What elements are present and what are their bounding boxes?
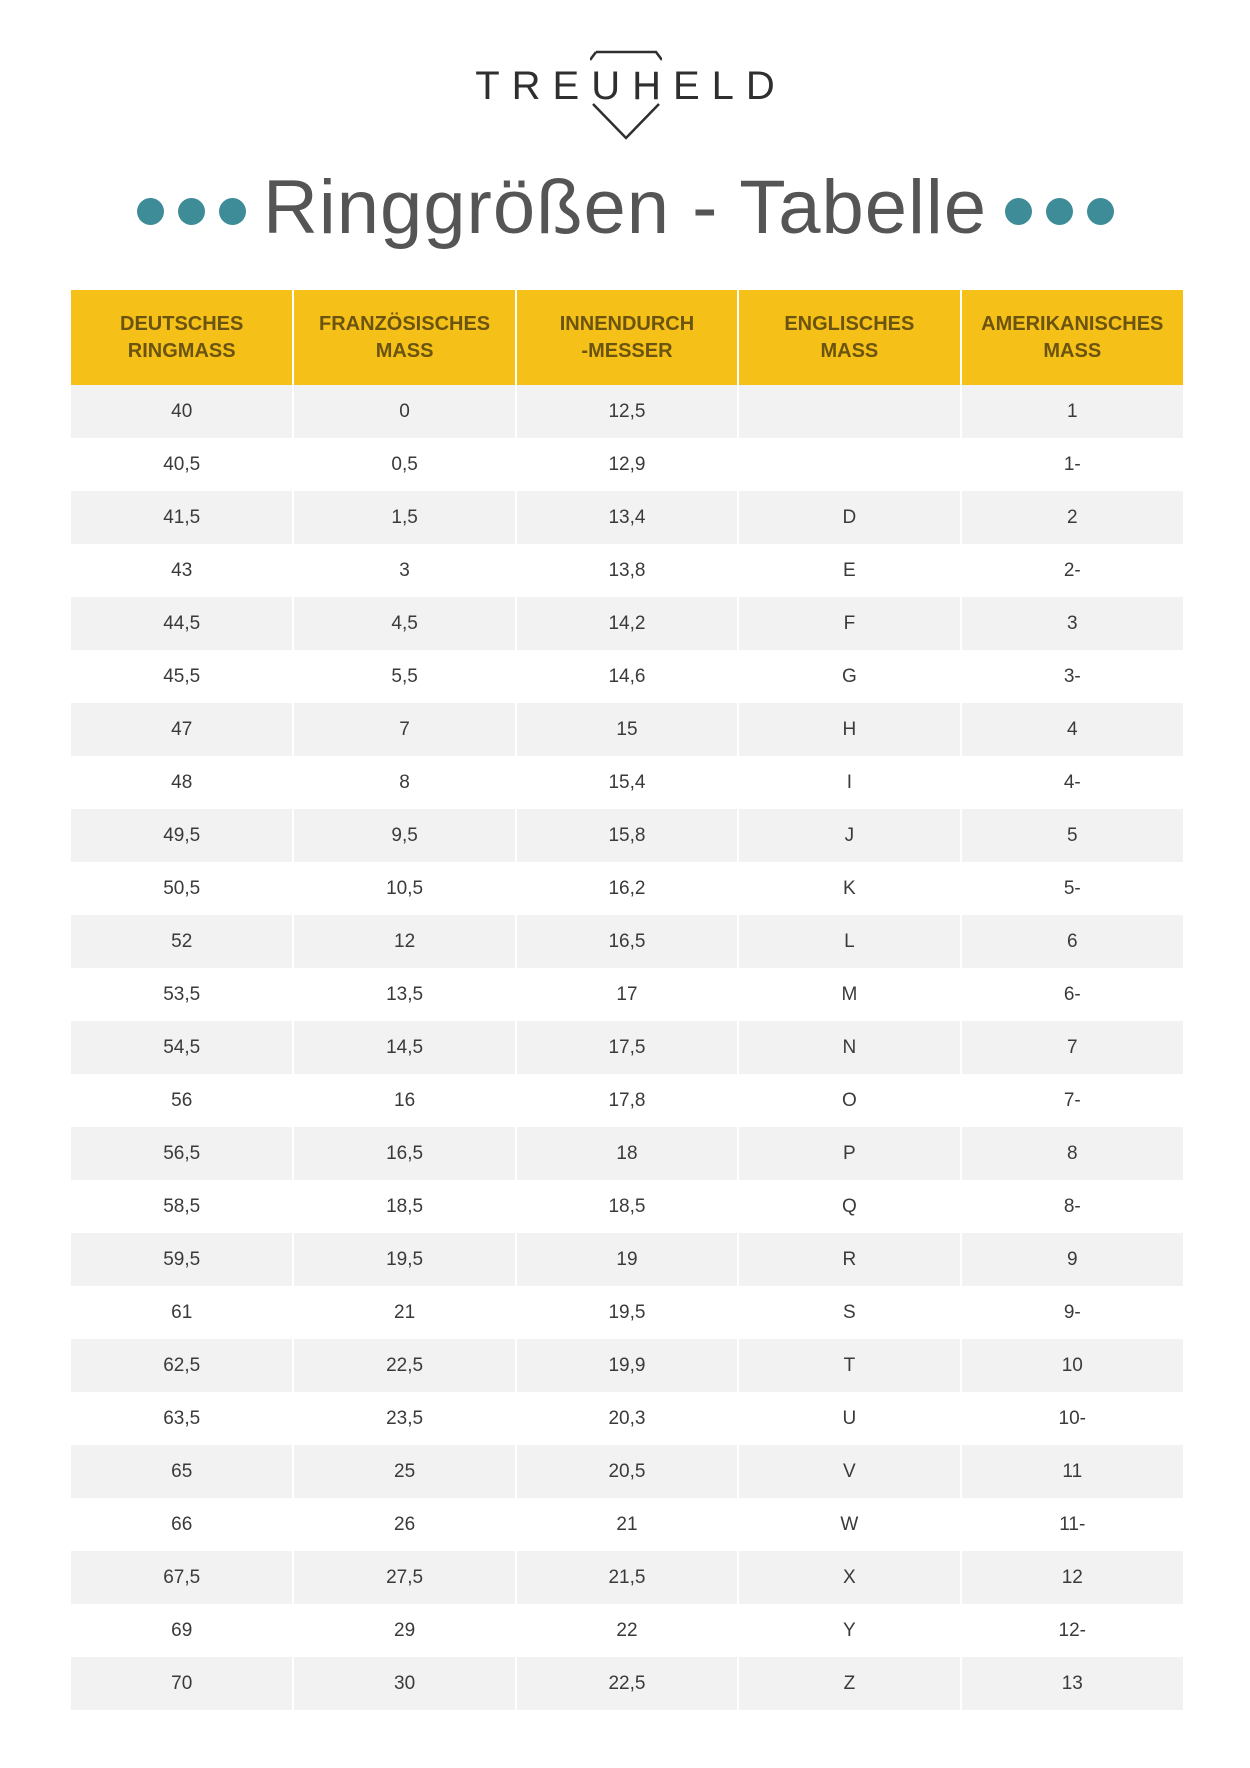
header-german-size (71, 290, 293, 385)
cell-german-size: 48 (71, 756, 293, 809)
cell-german-size: 45,5 (71, 650, 293, 703)
cell-inner-diameter: 20,5 (516, 1445, 738, 1498)
cell-french-size: 3 (293, 544, 515, 597)
cell-inner-diameter: 12,9 (516, 438, 738, 491)
cell-french-size: 0,5 (293, 438, 515, 491)
cell-english-size: K (738, 862, 960, 915)
cell-inner-diameter: 17,8 (516, 1074, 738, 1127)
cell-inner-diameter: 20,3 (516, 1392, 738, 1445)
table-row (71, 385, 1183, 438)
cell-inner-diameter: 15,8 (516, 809, 738, 862)
cell-english-size: H (738, 703, 960, 756)
ring-size-table (71, 290, 1183, 1710)
header-label: INNENDURCH (559, 312, 695, 335)
cell-english-size: G (738, 650, 960, 703)
cell-american-size: 3- (961, 650, 1183, 703)
cell-inner-diameter: 21,5 (516, 1551, 738, 1604)
cell-english-size: L (738, 915, 960, 968)
cell-french-size: 5,5 (293, 650, 515, 703)
header-row (71, 290, 1183, 385)
cell-english-size: N (738, 1021, 960, 1074)
cell-american-size: 4- (961, 756, 1183, 809)
cell-french-size: 19,5 (293, 1233, 515, 1286)
cell-english-size (738, 438, 960, 491)
table-row (71, 597, 1183, 650)
header-label: -MESSER (581, 339, 673, 362)
table-header (71, 290, 1183, 385)
table-row (71, 491, 1183, 544)
cell-french-size: 30 (293, 1657, 515, 1710)
cell-german-size: 43 (71, 544, 293, 597)
cell-inner-diameter: 18,5 (516, 1180, 738, 1233)
cell-american-size: 10 (961, 1339, 1183, 1392)
cell-american-size: 12 (961, 1551, 1183, 1604)
header-label: MASS (1043, 339, 1102, 362)
cell-american-size: 9 (961, 1233, 1183, 1286)
cell-english-size: W (738, 1498, 960, 1551)
table-row (71, 1445, 1183, 1498)
cell-american-size: 5 (961, 809, 1183, 862)
table-row (71, 650, 1183, 703)
cell-inner-diameter: 14,6 (516, 650, 738, 703)
cell-american-size: 10- (961, 1392, 1183, 1445)
cell-american-size: 8- (961, 1180, 1183, 1233)
cell-french-size: 8 (293, 756, 515, 809)
cell-french-size: 13,5 (293, 968, 515, 1021)
table-row (71, 438, 1183, 491)
cell-english-size: E (738, 544, 960, 597)
cell-american-size: 3 (961, 597, 1183, 650)
table-row (71, 1392, 1183, 1445)
cell-german-size: 58,5 (71, 1180, 293, 1233)
cell-american-size: 1- (961, 438, 1183, 491)
cell-german-size: 52 (71, 915, 293, 968)
table-row (71, 1286, 1183, 1339)
cell-inner-diameter: 15 (516, 703, 738, 756)
header-american-size (961, 290, 1183, 385)
page-title: Ringgrößen - Tabelle (262, 165, 988, 250)
table-row (71, 1233, 1183, 1286)
brand-logo (0, 44, 1250, 144)
cell-english-size: D (738, 491, 960, 544)
table-row (71, 544, 1183, 597)
table-row (71, 1604, 1183, 1657)
cell-american-size: 4 (961, 703, 1183, 756)
cell-inner-diameter: 17,5 (516, 1021, 738, 1074)
cell-american-size: 13 (961, 1657, 1183, 1710)
cell-german-size: 56,5 (71, 1127, 293, 1180)
cell-german-size: 56 (71, 1074, 293, 1127)
cell-german-size: 50,5 (71, 862, 293, 915)
cell-german-size: 69 (71, 1604, 293, 1657)
cell-german-size: 63,5 (71, 1392, 293, 1445)
table-row (71, 1498, 1183, 1551)
cell-inner-diameter: 17 (516, 968, 738, 1021)
cell-inner-diameter: 19 (516, 1233, 738, 1286)
cell-french-size: 18,5 (293, 1180, 515, 1233)
cell-english-size: X (738, 1551, 960, 1604)
cell-french-size: 22,5 (293, 1339, 515, 1392)
cell-french-size: 9,5 (293, 809, 515, 862)
cell-american-size: 7- (961, 1074, 1183, 1127)
header-label: RINGMASS (127, 339, 236, 362)
cell-english-size: Z (738, 1657, 960, 1710)
cell-german-size: 54,5 (71, 1021, 293, 1074)
cell-french-size: 4,5 (293, 597, 515, 650)
cell-american-size: 8 (961, 1127, 1183, 1180)
cell-german-size: 41,5 (71, 491, 293, 544)
header-label: MASS (820, 339, 879, 362)
cell-american-size: 2- (961, 544, 1183, 597)
cell-german-size: 53,5 (71, 968, 293, 1021)
cell-english-size: Y (738, 1604, 960, 1657)
cell-french-size: 16,5 (293, 1127, 515, 1180)
cell-english-size: F (738, 597, 960, 650)
table-row (71, 968, 1183, 1021)
header-label: AMERIKANISCHES (981, 312, 1164, 335)
cell-french-size: 7 (293, 703, 515, 756)
header-label: MASS (375, 339, 434, 362)
header-label: DEUTSCHES (120, 312, 244, 335)
cell-french-size: 25 (293, 1445, 515, 1498)
cell-american-size: 2 (961, 491, 1183, 544)
cell-french-size: 10,5 (293, 862, 515, 915)
table-row (71, 703, 1183, 756)
cell-american-size: 9- (961, 1286, 1183, 1339)
cell-american-size: 12- (961, 1604, 1183, 1657)
cell-inner-diameter: 18 (516, 1127, 738, 1180)
decorative-dots-right (1005, 198, 1114, 224)
cell-english-size: O (738, 1074, 960, 1127)
cell-inner-diameter: 16,5 (516, 915, 738, 968)
cell-french-size: 29 (293, 1604, 515, 1657)
cell-inner-diameter: 13,8 (516, 544, 738, 597)
cell-english-size (738, 385, 960, 438)
cell-german-size: 59,5 (71, 1233, 293, 1286)
cell-inner-diameter: 13,4 (516, 491, 738, 544)
cell-american-size: 6- (961, 968, 1183, 1021)
cell-german-size: 49,5 (71, 809, 293, 862)
dot-icon (1046, 198, 1073, 225)
cell-inner-diameter: 22 (516, 1604, 738, 1657)
cell-inner-diameter: 22,5 (516, 1657, 738, 1710)
table-row (71, 756, 1183, 809)
table-body (71, 385, 1183, 1710)
table-row (71, 1657, 1183, 1710)
cell-german-size: 40,5 (71, 438, 293, 491)
table-row (71, 862, 1183, 915)
logo-wordmark: TREUHELD (475, 64, 787, 108)
cell-inner-diameter: 16,2 (516, 862, 738, 915)
header-label: FRANZÖSISCHES (319, 312, 491, 335)
cell-german-size: 67,5 (71, 1551, 293, 1604)
table-row (71, 915, 1183, 968)
dot-icon (1087, 198, 1114, 225)
cell-french-size: 26 (293, 1498, 515, 1551)
cell-german-size: 62,5 (71, 1339, 293, 1392)
cell-german-size: 66 (71, 1498, 293, 1551)
cell-french-size: 27,5 (293, 1551, 515, 1604)
table-row (71, 809, 1183, 862)
cell-american-size: 11- (961, 1498, 1183, 1551)
table-row (71, 1339, 1183, 1392)
table-row (71, 1127, 1183, 1180)
table-row (71, 1551, 1183, 1604)
header-inner-diameter (516, 290, 738, 385)
cell-inner-diameter: 21 (516, 1498, 738, 1551)
cell-french-size: 12 (293, 915, 515, 968)
header-english-size (738, 290, 960, 385)
cell-english-size: S (738, 1286, 960, 1339)
cell-inner-diameter: 19,9 (516, 1339, 738, 1392)
cell-english-size: U (738, 1392, 960, 1445)
cell-french-size: 23,5 (293, 1392, 515, 1445)
cell-english-size: Q (738, 1180, 960, 1233)
table-row (71, 1021, 1183, 1074)
cell-german-size: 65 (71, 1445, 293, 1498)
cell-american-size: 1 (961, 385, 1183, 438)
cell-french-size: 1,5 (293, 491, 515, 544)
cell-english-size: R (738, 1233, 960, 1286)
cell-american-size: 11 (961, 1445, 1183, 1498)
cell-english-size: P (738, 1127, 960, 1180)
title-row (0, 160, 1250, 260)
cell-english-size: T (738, 1339, 960, 1392)
cell-american-size: 7 (961, 1021, 1183, 1074)
cell-inner-diameter: 15,4 (516, 756, 738, 809)
cell-french-size: 0 (293, 385, 515, 438)
cell-english-size: J (738, 809, 960, 862)
cell-inner-diameter: 12,5 (516, 385, 738, 438)
cell-inner-diameter: 19,5 (516, 1286, 738, 1339)
cell-english-size: V (738, 1445, 960, 1498)
cell-german-size: 47 (71, 703, 293, 756)
cell-french-size: 21 (293, 1286, 515, 1339)
cell-german-size: 40 (71, 385, 293, 438)
cell-french-size: 14,5 (293, 1021, 515, 1074)
cell-french-size: 16 (293, 1074, 515, 1127)
cell-american-size: 6 (961, 915, 1183, 968)
table-row (71, 1074, 1183, 1127)
table-row (71, 1180, 1183, 1233)
cell-american-size: 5- (961, 862, 1183, 915)
header-label: ENGLISCHES (784, 312, 915, 335)
cell-german-size: 70 (71, 1657, 293, 1710)
header-french-size (293, 290, 515, 385)
dot-icon (1005, 198, 1032, 225)
cell-inner-diameter: 14,2 (516, 597, 738, 650)
cell-english-size: M (738, 968, 960, 1021)
cell-german-size: 44,5 (71, 597, 293, 650)
cell-english-size: I (738, 756, 960, 809)
cell-german-size: 61 (71, 1286, 293, 1339)
